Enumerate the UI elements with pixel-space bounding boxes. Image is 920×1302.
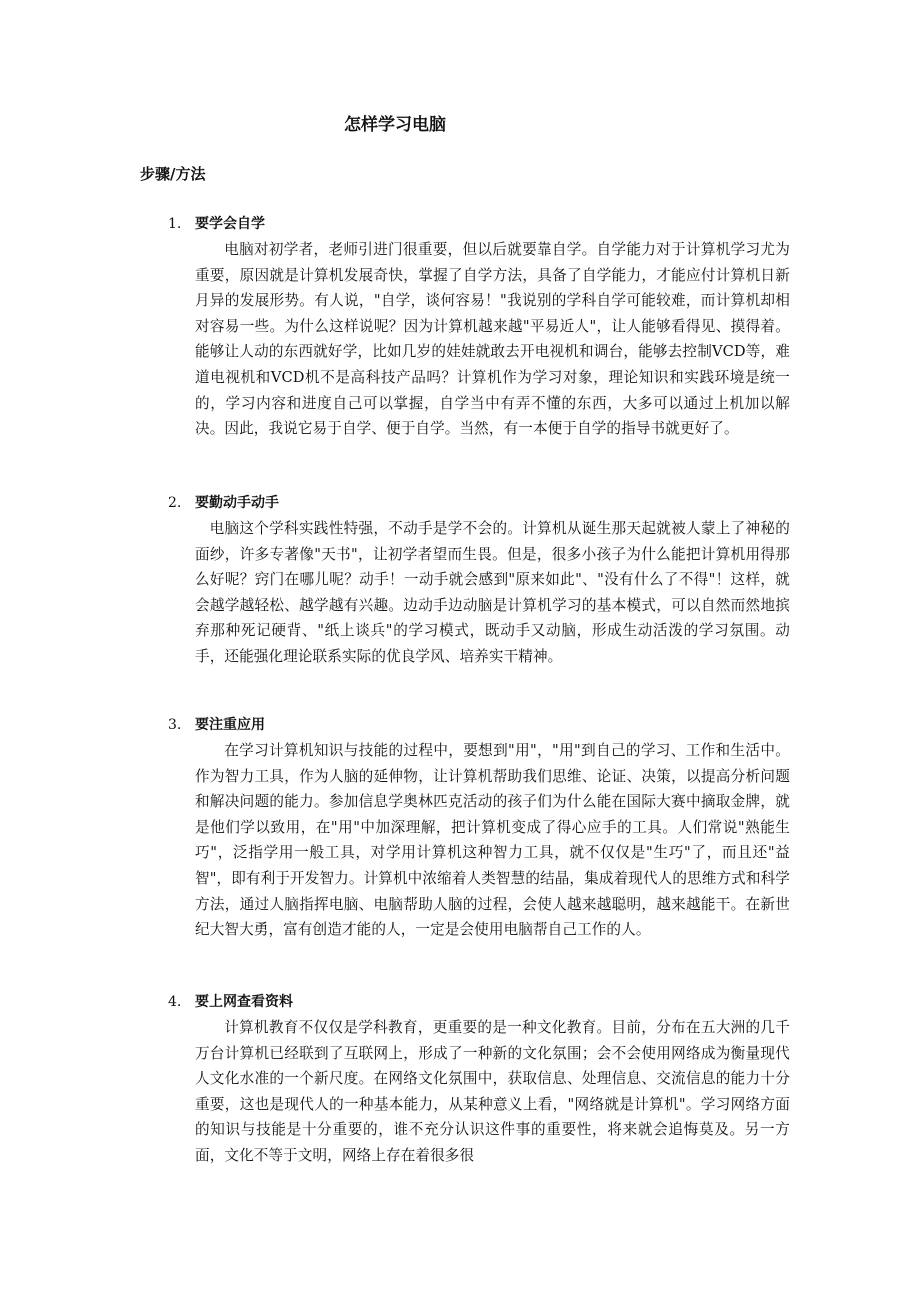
list-item-body: 电脑对初学者，老师引进门很重要，但以后就要靠自学。自学能力对于计算机学习尤为重要，原因就是计算机发展奇快，掌握了自学方法，具备了自学能力，才能应付计算机日新月异的发展形势。有人说，"自学，谈何容易！"我说别的学科自学可能较难，而计算机却相对容易一些。为什么这样说呢？因为计算机越来越"平易近人"，让人能够看得见、摸得着。能够让人动的东西就好学，比如几岁的娃娃就敢去开电视机和调台，能够去控制VCD等，难道电视机和VCD机不是高科技产品吗？计算机作为学习对象，理论知识和实践环境是统一的，学习内容和进度自己可以掌握，自学当中有弄不懂的东西，大多可以通过上机加以解决。因此，我说它易于自学、便于自学。当然，有一本便于自学的指导书就更好了。 [195, 241, 790, 438]
list-item [160, 490, 790, 670]
list-item-number: 3. [168, 717, 182, 733]
list-item-number: 1. [168, 216, 182, 232]
list-item-heading: 要注重应用 [195, 717, 265, 733]
list-item-body: 电脑这个学科实践性特强，不动手是学不会的。计算机从诞生那天起就被人蒙上了神秘的面纱，许多专著像"天书"，让初学者望而生畏。但是，很多小孩子为什么能把计算机用得那么好呢？窍门在哪儿呢？动手！一动手就会感到"原来如此"、"没有什么了不得"！这样，就会越学越轻松、越学越有兴趣。边动手边动脑是计算机学习的基本模式，可以自然而然地摈弃那种死记硬背、"纸上谈兵"的学习模式，既动手又动脑，形成生动活泼的学习氛围。动手，还能强化理论联系实际的优良学风、培养实干精神。 [195, 520, 790, 665]
list-item-header [160, 490, 790, 516]
list-item-body: 计算机教育不仅仅是学科教育，更重要的是一种文化教育。目前，分布在五大洲的几千万台计算机已经联到了互联网上，形成了一种新的文化氛围；会不会使用网络成为衡量现代人文化水准的一个新尺度。在网络文化氛围中，获取信息、处理信息、交流信息的能力十分重要，这也是现代人的一种基本能力，从某种意义上看，"网络就是计算机"。学习网络方面的知识与技能是十分重要的，谁不充分认识这件事的重要性，将来就会追悔莫及。另一方面，文化不等于文明，网络上存在着很多很 [195, 1019, 790, 1164]
list-item-header [160, 712, 790, 738]
list-item-number: 4. [168, 994, 182, 1010]
list-item-header [160, 211, 790, 237]
list-item-heading: 要上网查看资料 [195, 994, 293, 1010]
list-item-heading: 要勤动手动手 [195, 495, 279, 511]
list-item-heading: 要学会自学 [195, 216, 265, 232]
list-item [160, 712, 790, 943]
list-item-number: 2. [168, 495, 182, 511]
list-item-body: 在学习计算机知识与技能的过程中，要想到"用"，"用"到自己的学习、工作和生活中。作为智力工具，作为人脑的延伸物，让计算机帮助我们思维、论证、决策，以提高分析问题和解决问题的能力。参加信息学奥林匹克活动的孩子们为什么能在国际大赛中摘取金牌，就是他们学以致用，在"用"中加深理解，把计算机变成了得心应手的工具。人们常说"熟能生巧"，泛指学用一般工具，对学用计算机这种智力工具，就不仅仅是"生巧"了，而且还"益智"，即有利于开发智力。计算机中浓缩着人类智慧的结晶，集成着现代人的思维方式和科学方法，通过人脑指挥电脑、电脑帮助人脑的过程，会使人越来越聪明，越来越能干。在新世纪大智大勇，富有创造才能的人，一定是会使用电脑帮自己工作的人。 [195, 742, 790, 939]
list-item [160, 211, 790, 442]
list-item [160, 989, 790, 1169]
document-title: 怎样学习电脑 [344, 115, 446, 135]
section-subtitle: 步骤/方法 [140, 165, 206, 183]
list-item-header [160, 989, 790, 1015]
